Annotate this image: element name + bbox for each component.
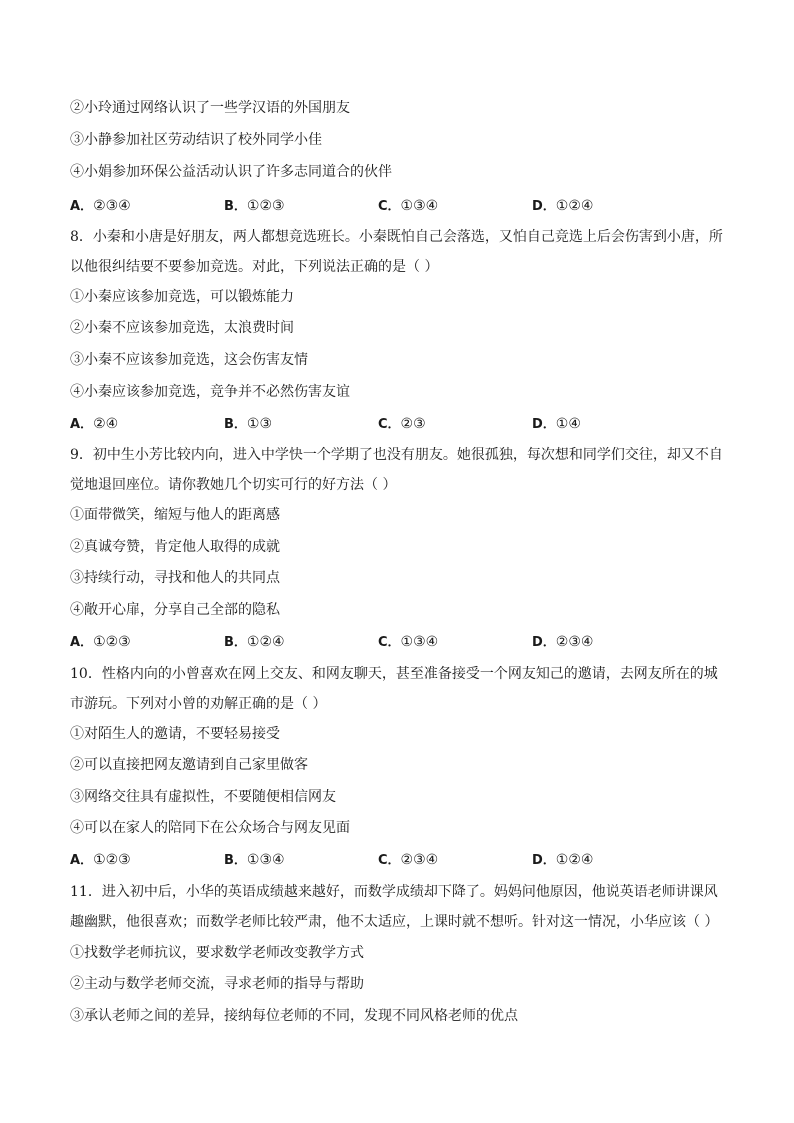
q8-option-d: D．①④ [532,416,581,432]
q8-option-a: A．②④ [70,416,119,432]
q11-stem: 11．进入初中后，小华的英语成绩越来越好，而数学成绩却下降了。妈妈问他原因，他说英语老师讲课风趣幽默，他很喜欢；而数学老师比较严肃，他不太适应，上课时就不想听。针对这一情况，小华应该（ ） [70,884,719,930]
q10-option-d: D．①②④ [532,852,594,868]
q8-item-3: ③小秦不应该参加竞选，这会伤害友情 [70,352,308,368]
q8-item-1: ①小秦应该参加竞选，可以锻炼能力 [70,289,294,305]
q8-option-c: C．②③ [378,416,426,432]
q11-item-2: ②主动与数学老师交流，寻求老师的指导与帮助 [70,976,364,992]
q9-option-d: D．②③④ [532,634,594,650]
q11-item-3: ③承认老师之间的差异，接纳每位老师的不同，发现不同风格老师的优点 [70,1008,518,1024]
q10-stem: 10．性格内向的小曾喜欢在网上交友、和网友聊天，甚至准备接受一个网友知己的邀请，去网友所在的城市游玩。下列对小曾的劝解正确的是（ ） [70,666,718,712]
q8-option-b: B．①③ [224,416,273,432]
q9-item-3: ③持续行动，寻找和他人的共同点 [70,570,280,586]
q7-option-a: A．②③④ [70,198,131,214]
q9-item-4: ④敞开心扉，分享自己全部的隐私 [70,602,280,618]
q8-item-2: ②小秦不应该参加竞选，太浪费时间 [70,320,294,336]
q9-stem: 9．初中生小芳比较内向，进入中学快一个学期了也没有朋友。她很孤独，每次想和同学们交往，却又不自觉地退回座位。请你教她几个切实可行的好方法（ ） [70,447,723,493]
q7-item-3: ③小静参加社区劳动结识了校外同学小佳 [70,132,322,148]
q8-options [70,414,726,434]
q10-item-2: ②可以直接把网友邀请到自己家里做客 [70,757,308,773]
q9-options [70,632,726,652]
q9-option-c: C．①③④ [378,634,439,650]
q10-item-3: ③网络交往具有虚拟性，不要随便相信网友 [70,789,336,805]
q9-option-a: A．①②③ [70,634,131,650]
q10-option-a: A．①②③ [70,852,131,868]
q7-options [70,196,726,216]
q9-item-1: ①面带微笑，缩短与他人的距离感 [70,507,280,523]
q7-option-b: B．①②③ [224,198,285,214]
q8-stem: 8．小秦和小唐是好朋友，两人都想竞选班长。小秦既怕自己会落选，又怕自己竞选上后会伤害到小唐，所以他很纠结要不要参加竞选。对此，下列说法正确的是（ ） [70,229,723,275]
q7-item-2: ②小玲通过网络认识了一些学汉语的外国朋友 [70,100,350,116]
q7-option-d: D．①②④ [532,198,594,214]
q7-option-c: C．①③④ [378,198,439,214]
q10-item-1: ①对陌生人的邀请，不要轻易接受 [70,726,280,742]
q10-option-b: B．①③④ [224,852,285,868]
q11-item-1: ①找数学老师抗议，要求数学老师改变教学方式 [70,945,364,961]
q10-option-c: C．②③④ [378,852,439,868]
q10-options [70,850,726,870]
q9-item-2: ②真诚夸赞，肯定他人取得的成就 [70,539,280,555]
q10-item-4: ④可以在家人的陪同下在公众场合与网友见面 [70,820,350,836]
q7-item-4: ④小娟参加环保公益活动认识了许多志同道合的伙伴 [70,164,392,180]
q8-item-4: ④小秦应该参加竞选，竞争并不必然伤害友谊 [70,384,350,400]
q9-option-b: B．①②④ [224,634,285,650]
